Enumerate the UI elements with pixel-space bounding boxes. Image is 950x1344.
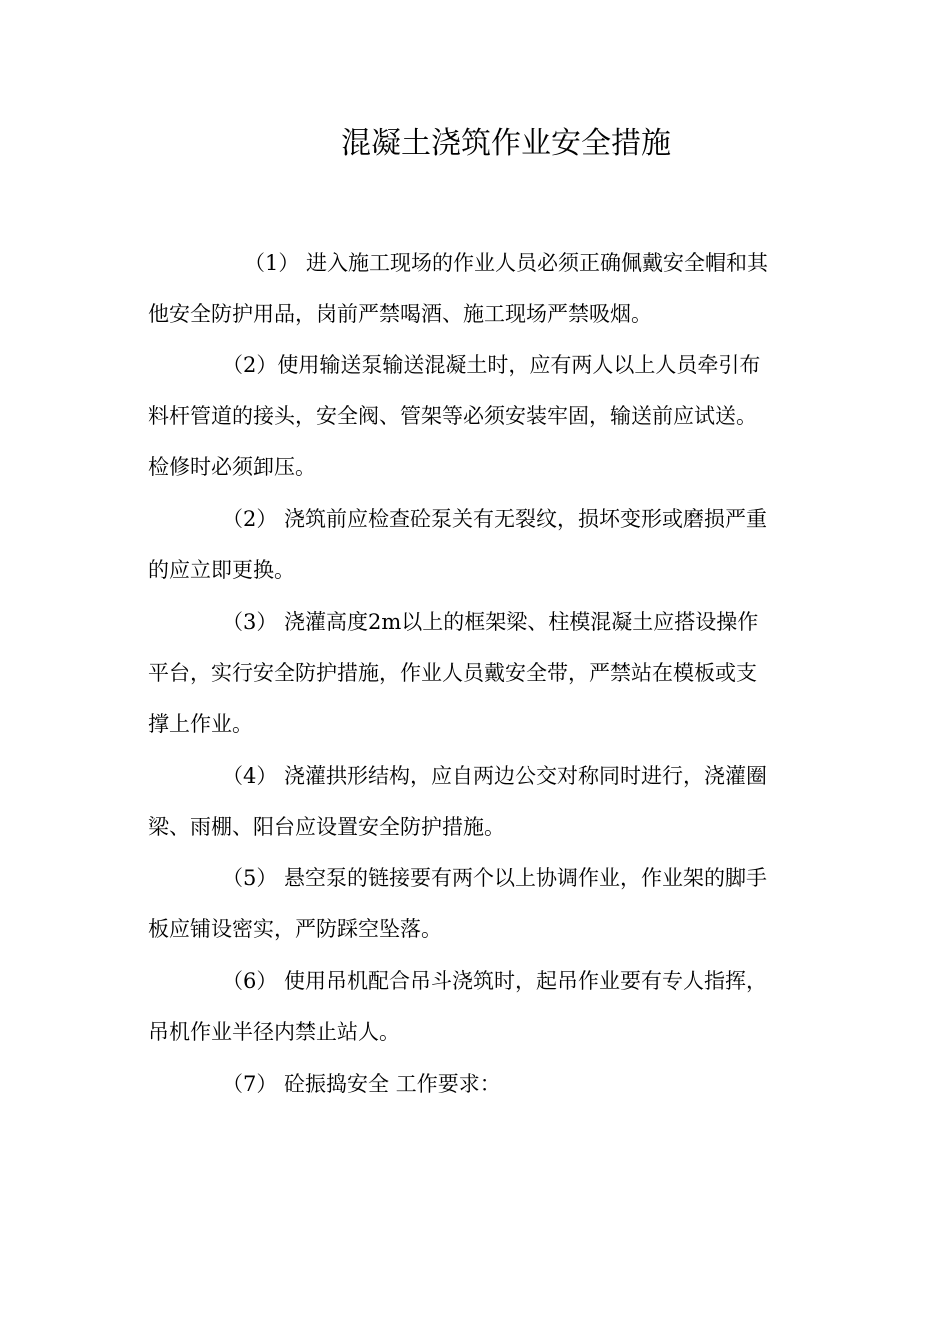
- text-line: 检修时必须卸压。: [148, 455, 316, 479]
- text-line: 他安全防护用品，岗前严禁喝酒、施工现场严禁吸烟。: [148, 302, 652, 326]
- text-line: 板应铺设密实，严防踩空坠落。: [148, 917, 442, 941]
- page-title: 混凝土浇筑作业安全措施: [341, 126, 671, 161]
- text-line: （7） 砼振捣安全 工作要求：: [222, 1072, 501, 1096]
- text-line: （1） 进入施工现场的作业人员必须正确佩戴安全帽和其: [244, 251, 769, 275]
- text-line: 梁、雨棚、阳台应设置安全防护措施。: [148, 815, 505, 839]
- text-line: （2）使用输送泵输送混凝土时，应有两人以上人员牵引布: [222, 353, 761, 377]
- text-line: 平台，实行安全防护措施，作业人员戴安全带，严禁站在模板或支: [148, 661, 757, 685]
- text-line: （6） 使用吊机配合吊斗浇筑时，起吊作业要有专人指挥，: [222, 969, 768, 993]
- text-line: （3） 浇灌高度2m以上的框架梁、柱模混凝土应搭设操作: [222, 610, 759, 634]
- text-line: 料杆管道的接头，安全阀、管架等必须安装牢固，输送前应试送。: [148, 404, 757, 428]
- text-line: （5） 悬空泵的链接要有两个以上协调作业，作业架的脚手: [222, 866, 768, 890]
- text-line: 吊机作业半径内禁止站人。: [148, 1020, 400, 1044]
- text-line: （2） 浇筑前应检查砼泵关有无裂纹，损坏变形或磨损严重: [222, 507, 768, 531]
- text-line: 的应立即更换。: [148, 558, 295, 582]
- text-line: （4） 浇灌拱形结构，应自两边公交对称同时进行，浇灌圈: [222, 764, 768, 788]
- text-line: 撑上作业。: [148, 712, 253, 736]
